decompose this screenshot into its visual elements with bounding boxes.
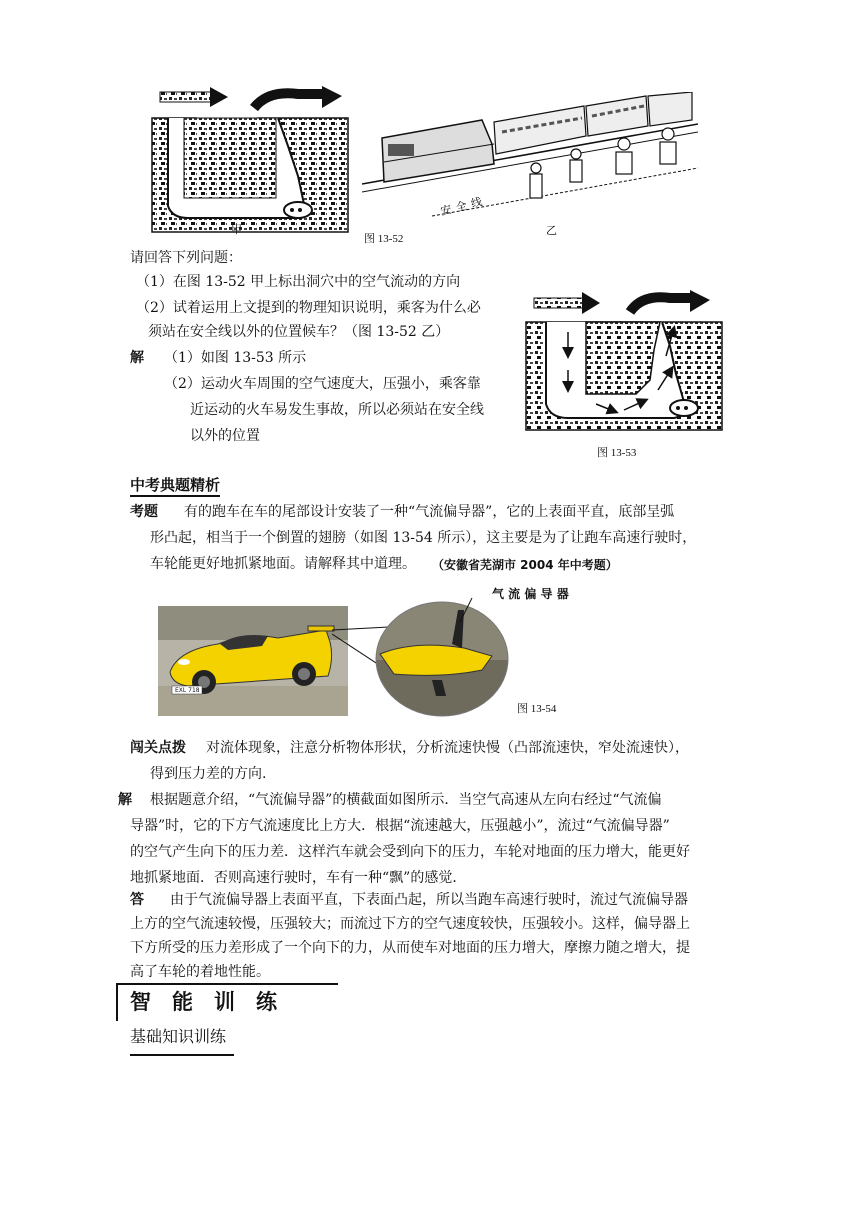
- train-platform-diagram-yi: [362, 92, 698, 232]
- solution2-line4: 地抓紧地面．否则高速行驶时，车有一种“飘”的感觉．: [130, 870, 467, 886]
- solution1-answer2-line2: 近运动的火车易发生事故，所以必须站在安全线: [190, 402, 484, 418]
- sports-car-photo: [158, 606, 348, 716]
- section-heading-exam: 中考典题精析: [130, 475, 220, 497]
- caption-fig-13-52: 图 13-52: [364, 233, 404, 245]
- license-plate: EXL 718: [175, 687, 200, 694]
- wind-arrow-right: [630, 290, 710, 312]
- caption-fig-13-53: 图 13-53: [597, 447, 637, 459]
- problem-source: （安徽省芜湖市 2004 年中考题）: [432, 558, 618, 572]
- problem-label: 考题: [130, 504, 158, 520]
- wind-arrow-left: [534, 292, 600, 314]
- solution2-label: 解: [118, 792, 132, 808]
- answer-line1: 由于气流偏导器上表面平直，下表面凸起，所以当跑车高速行驶时，流过气流偏导器: [170, 892, 688, 908]
- problem-line1: 有的跑车在车的尾部设计安装了一种“气流偏导器”，它的上表面平直，底部呈弧: [184, 504, 675, 520]
- subheading-rule: [130, 1054, 234, 1056]
- solution1-answer2-line1: （2）运动火车周围的空气速度大，压强小，乘客靠: [164, 376, 481, 392]
- training-subheading: 基础知识训练: [130, 1027, 227, 1046]
- cave-airflow-diagram: [524, 290, 724, 434]
- callout-spoiler-label: 气 流 偏 导 器: [492, 587, 569, 601]
- question-2-line1: （2）试着运用上文提到的物理知识说明，乘客为什么必: [136, 300, 481, 316]
- spoiler-closeup-photo: [374, 600, 510, 718]
- tips-line1: 对流体现象，注意分析物体形状，分析流速快慢（凸部流速快，窄处流速快），: [206, 740, 689, 756]
- solution2-line2: 导器”时，它的下方气流速度比上方大．根据“流速越大，压强越小”，流过“气流偏导器”: [130, 818, 670, 834]
- problem-line3: 车轮能更好地抓紧地面。请解释其中道理。: [150, 556, 416, 572]
- label-jia: 甲: [231, 224, 242, 236]
- solution1-label: 解: [130, 350, 144, 366]
- answer-label: 答: [130, 892, 144, 908]
- question-1: （1）在图 13-52 甲上标出洞穴中的空气流动的方向: [136, 274, 461, 290]
- answer-line3: 下方所受的压力差形成了一个向下的力，从而使车对地面的压力增大，摩擦力随之增大，提: [130, 940, 690, 956]
- answer-line4: 高了车轮的着地性能。: [130, 964, 270, 980]
- label-yi: 乙: [546, 225, 557, 237]
- question-2-line2: 须站在安全线以外的位置候车？（图 13-52 乙）: [148, 324, 450, 340]
- caption-fig-13-54: 图 13-54: [517, 703, 557, 715]
- cave-diagram-jia: [148, 86, 352, 236]
- solution2-line1: 根据题意介绍，“气流偏导器”的横截面如图所示．当空气高速从左向右经过“气流偏: [150, 792, 662, 808]
- animal-icon: [670, 400, 698, 416]
- callout-pointer: [456, 596, 476, 624]
- wind-arrow-left: [160, 87, 228, 107]
- wind-arrow-right: [254, 86, 342, 108]
- solution2-line3: 的空气产生向下的压力差．这样汽车就会受到向下的压力，车轮对地面的压力增大，能更好: [130, 844, 690, 860]
- questions-intro: 请回答下列问题：: [130, 250, 242, 266]
- tips-label: 闯关点拨: [130, 740, 186, 756]
- safety-line-label: 安 全 线: [439, 195, 485, 219]
- animal-icon: [284, 202, 312, 218]
- answer-line2: 上方的空气流速较慢，压强较大；而流过下方的空气速度较快，压强较小。这样，偏导器上: [130, 916, 690, 932]
- solution1-answer2-line3: 以外的位置: [190, 428, 260, 444]
- tips-line2: 得到压力差的方向.: [150, 766, 267, 782]
- solution1-answer1: （1）如图 13-53 所示: [164, 350, 307, 366]
- training-heading: 智 能 训 练: [130, 990, 277, 1014]
- locomotive: [382, 120, 494, 182]
- problem-line2: 形凸起，相当于一个倒置的翅膀（如图 13-54 所示），这主要是为了让跑车高速行驶时，: [150, 530, 697, 546]
